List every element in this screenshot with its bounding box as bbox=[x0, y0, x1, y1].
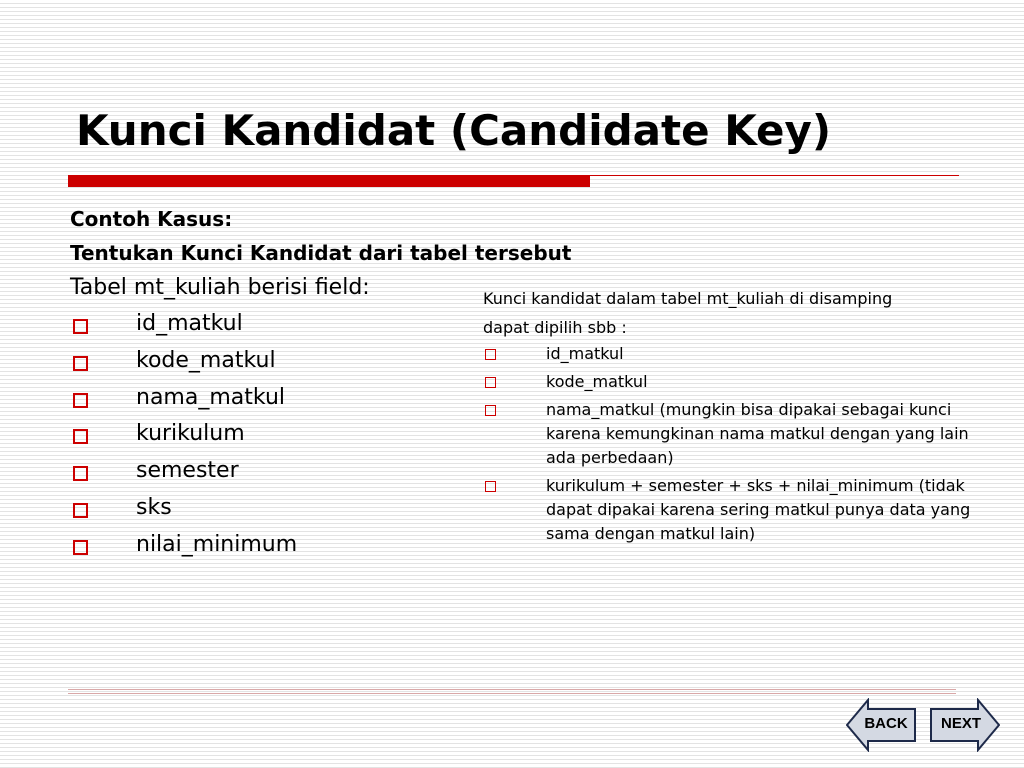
list-item bbox=[483, 398, 996, 470]
candidate-list bbox=[483, 342, 1003, 522]
title-underline-thick bbox=[68, 175, 590, 187]
list-item bbox=[483, 474, 996, 522]
list-item bbox=[483, 342, 1003, 366]
next-label: NEXT bbox=[940, 715, 981, 732]
candidate-text: id_matkul bbox=[546, 344, 624, 363]
field-label: nama_matkul bbox=[136, 384, 285, 410]
case-heading: Contoh Kasus: bbox=[70, 207, 233, 231]
field-label: sks bbox=[136, 494, 172, 520]
table-intro: Tabel mt_kuliah berisi field: bbox=[70, 275, 370, 300]
task-heading: Tentukan Kunci Kandidat dari tabel tersebut bbox=[70, 241, 572, 265]
list-item bbox=[483, 370, 1003, 394]
square-bullet-icon bbox=[73, 356, 88, 371]
back-label: BACK bbox=[864, 715, 908, 732]
next-button[interactable] bbox=[928, 698, 1000, 752]
field-label: semester bbox=[136, 458, 239, 484]
candidate-intro-line1: Kunci kandidat dalam tabel mt_kuliah di disamping bbox=[483, 289, 893, 308]
slide-title: Kunci Kandidat (Candidate Key) bbox=[76, 106, 832, 155]
title-underline-thin bbox=[590, 175, 959, 176]
square-bullet-icon bbox=[73, 393, 88, 408]
square-bullet-icon bbox=[73, 503, 88, 518]
candidate-intro-line2: dapat dipilih sbb : bbox=[483, 318, 627, 337]
right-column bbox=[483, 284, 1003, 546]
candidate-text: kode_matkul bbox=[546, 372, 648, 391]
square-bullet-icon bbox=[73, 540, 88, 555]
square-bullet-icon bbox=[485, 405, 496, 416]
candidate-continuation: sama dengan matkul lain) bbox=[546, 524, 756, 543]
candidate-text: nama_matkul (mungkin bisa dipakai sebagai kunci karena kemungkinan nama matkul dengan yang lain ada perbedaan) bbox=[546, 400, 969, 467]
square-bullet-icon bbox=[485, 349, 496, 360]
field-label: kode_matkul bbox=[136, 347, 276, 373]
footer-divider-top bbox=[68, 689, 956, 690]
back-button[interactable] bbox=[846, 698, 918, 752]
square-bullet-icon bbox=[73, 466, 88, 481]
candidate-text: kurikulum + semester + sks + nilai_minimum (tidak dapat dipakai karena sering matkul punya data yang bbox=[546, 476, 971, 519]
square-bullet-icon bbox=[73, 319, 88, 334]
square-bullet-icon bbox=[73, 429, 88, 444]
square-bullet-icon bbox=[485, 481, 496, 492]
field-label: kurikulum bbox=[136, 421, 245, 447]
footer-divider-bottom bbox=[68, 693, 956, 694]
field-label: id_matkul bbox=[136, 311, 243, 336]
square-bullet-icon bbox=[485, 377, 496, 388]
field-label: nilai_minimum bbox=[136, 531, 298, 557]
